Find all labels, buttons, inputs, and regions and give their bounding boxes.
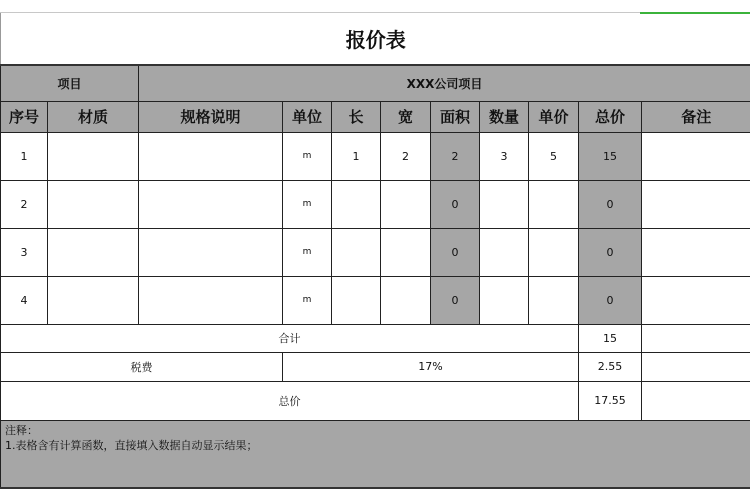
cell-price[interactable]	[529, 180, 579, 228]
col-header-area[interactable]: 面积	[431, 101, 480, 132]
cell-length[interactable]	[332, 228, 381, 276]
grand-total-row	[1, 381, 750, 420]
cell-unit[interactable]: m	[283, 132, 332, 180]
cell-price[interactable]	[529, 228, 579, 276]
notes-row	[1, 420, 750, 488]
table-row	[1, 228, 750, 276]
cell-qty[interactable]	[480, 228, 529, 276]
cell-area[interactable]: 0	[431, 276, 480, 324]
subtotal-label[interactable]: 合计	[1, 324, 579, 352]
col-header-width[interactable]: 宽	[381, 101, 431, 132]
cell-total[interactable]: 15	[579, 132, 642, 180]
cell-remark[interactable]	[642, 180, 750, 228]
subtotal-value[interactable]: 15	[579, 324, 642, 352]
cell-width[interactable]	[381, 276, 431, 324]
cell-price[interactable]: 5	[529, 132, 579, 180]
col-header-length[interactable]: 长	[332, 101, 381, 132]
cell-no[interactable]: 3	[1, 228, 48, 276]
cell-price[interactable]	[529, 276, 579, 324]
subtotal-row	[1, 324, 750, 352]
cell-spec[interactable]	[139, 132, 283, 180]
cell-length[interactable]	[332, 180, 381, 228]
cell-remark[interactable]	[642, 132, 750, 180]
col-header-material[interactable]: 材质	[48, 101, 139, 132]
grand-total-value[interactable]: 17.55	[579, 381, 642, 420]
grand-total-remark[interactable]	[642, 381, 750, 420]
cell-material[interactable]	[48, 180, 139, 228]
cell-qty[interactable]	[480, 276, 529, 324]
cell-area[interactable]: 0	[431, 180, 480, 228]
col-header-no[interactable]: 序号	[1, 101, 48, 132]
col-header-total[interactable]: 总价	[579, 101, 642, 132]
cell-length[interactable]	[332, 276, 381, 324]
cell-no[interactable]: 4	[1, 276, 48, 324]
cell-spec[interactable]	[139, 180, 283, 228]
tax-row	[1, 352, 750, 381]
col-header-qty[interactable]: 数量	[480, 101, 529, 132]
quote-sheet	[0, 13, 750, 489]
cell-length[interactable]: 1	[332, 132, 381, 180]
tax-remark[interactable]	[642, 352, 750, 381]
cell-area[interactable]: 0	[431, 228, 480, 276]
cell-total[interactable]: 0	[579, 180, 642, 228]
table-row	[1, 180, 750, 228]
col-header-spec[interactable]: 规格说明	[139, 101, 283, 132]
notes-line: 1.表格含有计算函数，直接填入数据自动显示结果；	[5, 438, 258, 452]
quote-table	[0, 13, 750, 489]
cell-unit[interactable]: m	[283, 276, 332, 324]
cell-material[interactable]	[48, 228, 139, 276]
cell-spec[interactable]	[139, 228, 283, 276]
tax-value[interactable]: 2.55	[579, 352, 642, 381]
project-value-cell[interactable]: XXX公司项目	[139, 65, 750, 101]
page-title[interactable]: 报价表	[1, 13, 750, 65]
cell-material[interactable]	[48, 276, 139, 324]
cell-area[interactable]: 2	[431, 132, 480, 180]
cell-no[interactable]: 1	[1, 132, 48, 180]
cell-unit[interactable]: m	[283, 180, 332, 228]
cell-total[interactable]: 0	[579, 228, 642, 276]
cell-width[interactable]	[381, 180, 431, 228]
cell-spec[interactable]	[139, 276, 283, 324]
cell-material[interactable]	[48, 132, 139, 180]
project-label-cell[interactable]: 项目	[1, 65, 139, 101]
cell-width[interactable]: 2	[381, 132, 431, 180]
cell-total[interactable]: 0	[579, 276, 642, 324]
notes-cell[interactable]	[1, 420, 750, 488]
col-header-unit[interactable]: 单位	[283, 101, 332, 132]
cell-qty[interactable]	[480, 180, 529, 228]
cell-width[interactable]	[381, 228, 431, 276]
subtotal-remark[interactable]	[642, 324, 750, 352]
tax-label[interactable]: 税费	[1, 352, 283, 381]
cell-remark[interactable]	[642, 228, 750, 276]
table-row	[1, 132, 750, 180]
col-header-price[interactable]: 单价	[529, 101, 579, 132]
table-row	[1, 276, 750, 324]
cell-unit[interactable]: m	[283, 228, 332, 276]
col-header-remark[interactable]: 备注	[642, 101, 750, 132]
tax-rate[interactable]: 17%	[283, 352, 579, 381]
grand-total-label[interactable]: 总价	[1, 381, 579, 420]
cell-qty[interactable]: 3	[480, 132, 529, 180]
notes-heading: 注释：	[5, 423, 38, 437]
cell-no[interactable]: 2	[1, 180, 48, 228]
cell-remark[interactable]	[642, 276, 750, 324]
